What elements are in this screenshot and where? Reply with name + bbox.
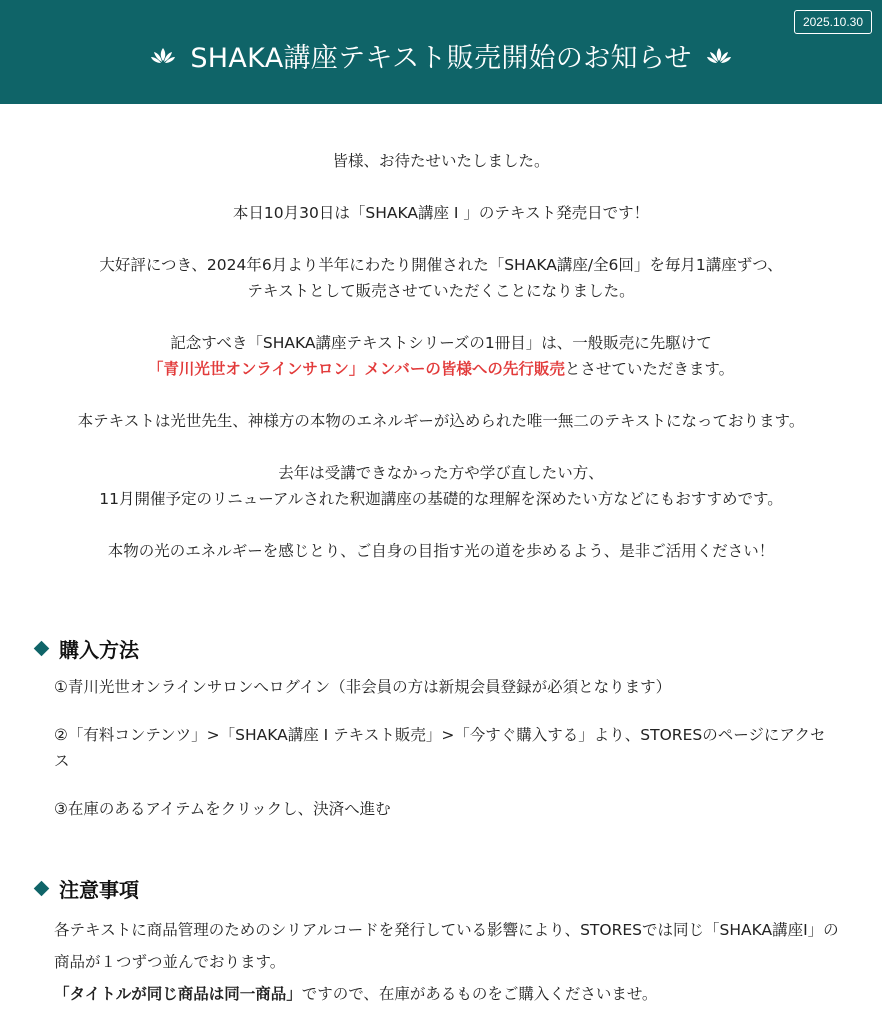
note-text [54, 978, 844, 1010]
date-badge: 2025.10.30 [794, 10, 872, 34]
intro-line: 11月開催予定のリニューアルされた釈迦講座の基礎的な理解を深めたい方などにもおすすめです。 [99, 490, 783, 508]
intro-line: テキストとして販売させていただくことになりました。 [247, 282, 635, 300]
highlight-text: 「青川光世オンラインサロン」メンバーの皆様への先行販売 [147, 360, 565, 378]
lotus-icon [150, 47, 176, 65]
section-title: 注意事項 [59, 878, 139, 902]
page-title: SHAKA講座テキスト販売開始のお知らせ [190, 43, 692, 74]
step-item: ②「有料コンテンツ」>「SHAKA講座 Ⅰ テキスト販売」>「今すぐ購入する」より、STORESのページにアクセス [54, 726, 826, 770]
intro-line: 本日10月30日は「SHAKA講座 Ⅰ 」のテキスト発売日です！ [232, 204, 650, 222]
intro-line: 皆様、お待たせいたしました。 [332, 152, 550, 170]
notes-section [54, 914, 844, 1010]
note-rest: ですので、在庫があるものをご購入くださいませ。 [301, 985, 658, 1003]
step-item: ③在庫のあるアイテムをクリックし、決済へ進む [54, 800, 391, 818]
section-title: 購入方法 [59, 638, 139, 662]
intro-line: 記念すべき「SHAKA講座テキストシリーズの1冊目」は、一般販売に先駆けて [170, 334, 712, 352]
intro-line [0, 356, 882, 382]
title-row [0, 36, 882, 75]
purchase-steps [54, 674, 834, 844]
intro-line: 本物の光のエネルギーを感じとり、ご自身の目指す光の道を歩めるよう、是非ご活用ください！ [107, 542, 775, 560]
note-text: 各テキストに商品管理のためのシリアルコードを発行している影響により、STORESでは同じ「SHAKA講座Ⅰ」の商品が１つずつ並んでおります。 [54, 921, 839, 971]
diamond-icon [34, 881, 50, 897]
diamond-icon [34, 641, 50, 657]
purchase-heading [36, 634, 139, 663]
note-bold: 「タイトルが同じ商品は同一商品」 [54, 985, 302, 1003]
header-banner [0, 0, 882, 104]
intro-line: 大好評につき、2024年6月より半年にわたり開催された「SHAKA講座/全6回」を毎月1講座ずつ、 [99, 256, 783, 274]
intro-text: とさせていただきます。 [564, 360, 735, 378]
intro-section [0, 148, 882, 564]
intro-line: 本テキストは光世先生、神様方の本物のエネルギーが込められた唯一無二のテキストになっております。 [77, 412, 805, 430]
lotus-icon [706, 47, 732, 65]
step-item: ①青川光世オンラインサロンへログイン（非会員の方は新規会員登録が必須となります） [54, 678, 672, 696]
notes-heading [36, 874, 139, 903]
intro-line: 去年は受講できなかった方や学び直したい方、 [278, 464, 604, 482]
